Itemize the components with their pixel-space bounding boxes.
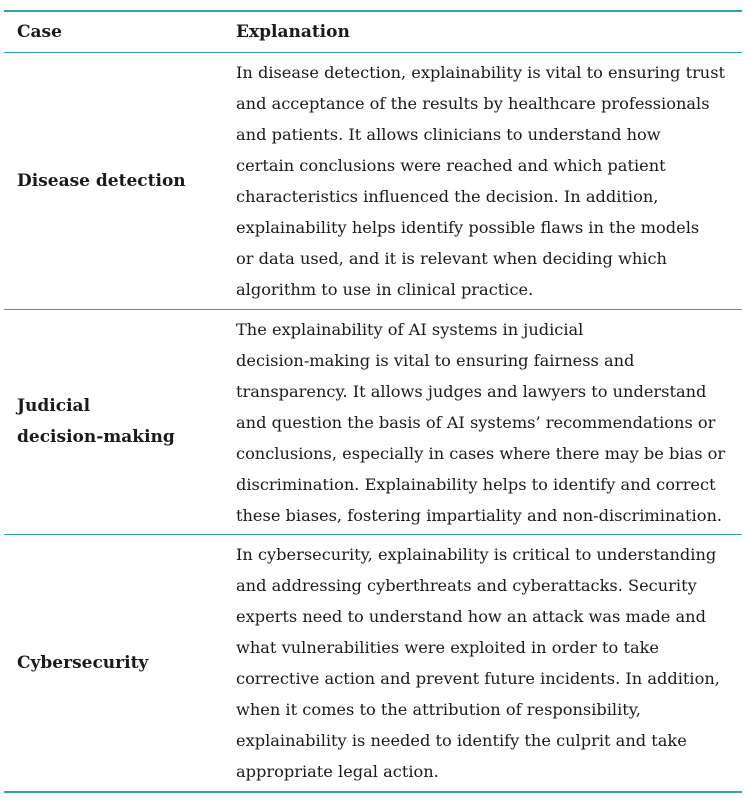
explanation-cell xyxy=(236,310,742,534)
explanation-line: appropriate legal action. xyxy=(236,762,439,781)
explanation-line: and addressing cyberthreats and cyberattacks. Security xyxy=(236,576,697,595)
explanation-line: these biases, fostering impartiality and non-discrimination. xyxy=(236,506,723,525)
explanation-line: experts need to understand how an attack was made and xyxy=(236,607,706,626)
explanation-line: discrimination. Explainability helps to identify and correct xyxy=(236,475,716,494)
case-label-line: Cybersecurity xyxy=(17,652,149,673)
header-explanation: Explanation xyxy=(236,22,350,42)
explanation-text xyxy=(236,53,740,308)
case-label-line: Judicial xyxy=(17,396,91,416)
explanation-line: algorithm to use in clinical practice. xyxy=(236,280,534,299)
table-row xyxy=(4,53,742,310)
explanation-text xyxy=(236,535,740,790)
explanation-line: The explainability of AI systems in judicial xyxy=(236,320,584,339)
explainability-table xyxy=(4,10,742,793)
explanation-line: transparency. It allows judges and lawyers to understand xyxy=(236,382,707,401)
explanation-line: decision-making is vital to ensuring fairness and xyxy=(236,351,635,370)
explanation-line: what vulnerabilities were exploited in order to take xyxy=(236,638,659,657)
table-header-row xyxy=(4,12,742,53)
case-cell xyxy=(4,535,236,791)
header-case-cell xyxy=(4,22,236,42)
case-label-line: decision-making xyxy=(17,427,175,447)
case-label xyxy=(17,648,148,679)
explanation-line: In cybersecurity, explainability is critical to understanding xyxy=(236,545,717,564)
table-row xyxy=(4,535,742,791)
explanation-line: and patients. It allows clinicians to understand how xyxy=(236,125,661,144)
case-cell xyxy=(4,310,236,534)
explanation-line: when it comes to the attribution of responsibility, xyxy=(236,700,641,719)
case-label xyxy=(17,391,175,453)
explanation-line: certain conclusions were reached and which patient xyxy=(236,156,666,175)
explanation-cell xyxy=(236,53,742,309)
explanation-text xyxy=(236,310,740,534)
header-explanation-cell xyxy=(236,22,742,42)
case-label xyxy=(17,166,186,197)
explanation-line: explainability is needed to identify the culprit and take xyxy=(236,731,687,750)
explanation-line: and acceptance of the results by healthcare professionals xyxy=(236,94,710,113)
explanation-line: In disease detection, explainability is vital to ensuring trust xyxy=(236,63,726,82)
case-cell xyxy=(4,53,236,309)
explanation-line: corrective action and prevent future incidents. In addition, xyxy=(236,669,720,688)
explanation-cell xyxy=(236,535,742,791)
explanation-line: and question the basis of AI systems’ recommendations or xyxy=(236,413,716,432)
table-row xyxy=(4,310,742,535)
case-label-line: Disease detection xyxy=(17,170,186,191)
explanation-line: conclusions, especially in cases where there may be bias or xyxy=(236,444,726,463)
header-case: Case xyxy=(17,22,62,42)
explanation-line: or data used, and it is relevant when deciding which xyxy=(236,249,667,268)
explanation-line: characteristics influenced the decision. In addition, xyxy=(236,187,659,206)
explanation-line: explainability helps identify possible flaws in the models xyxy=(236,218,700,237)
